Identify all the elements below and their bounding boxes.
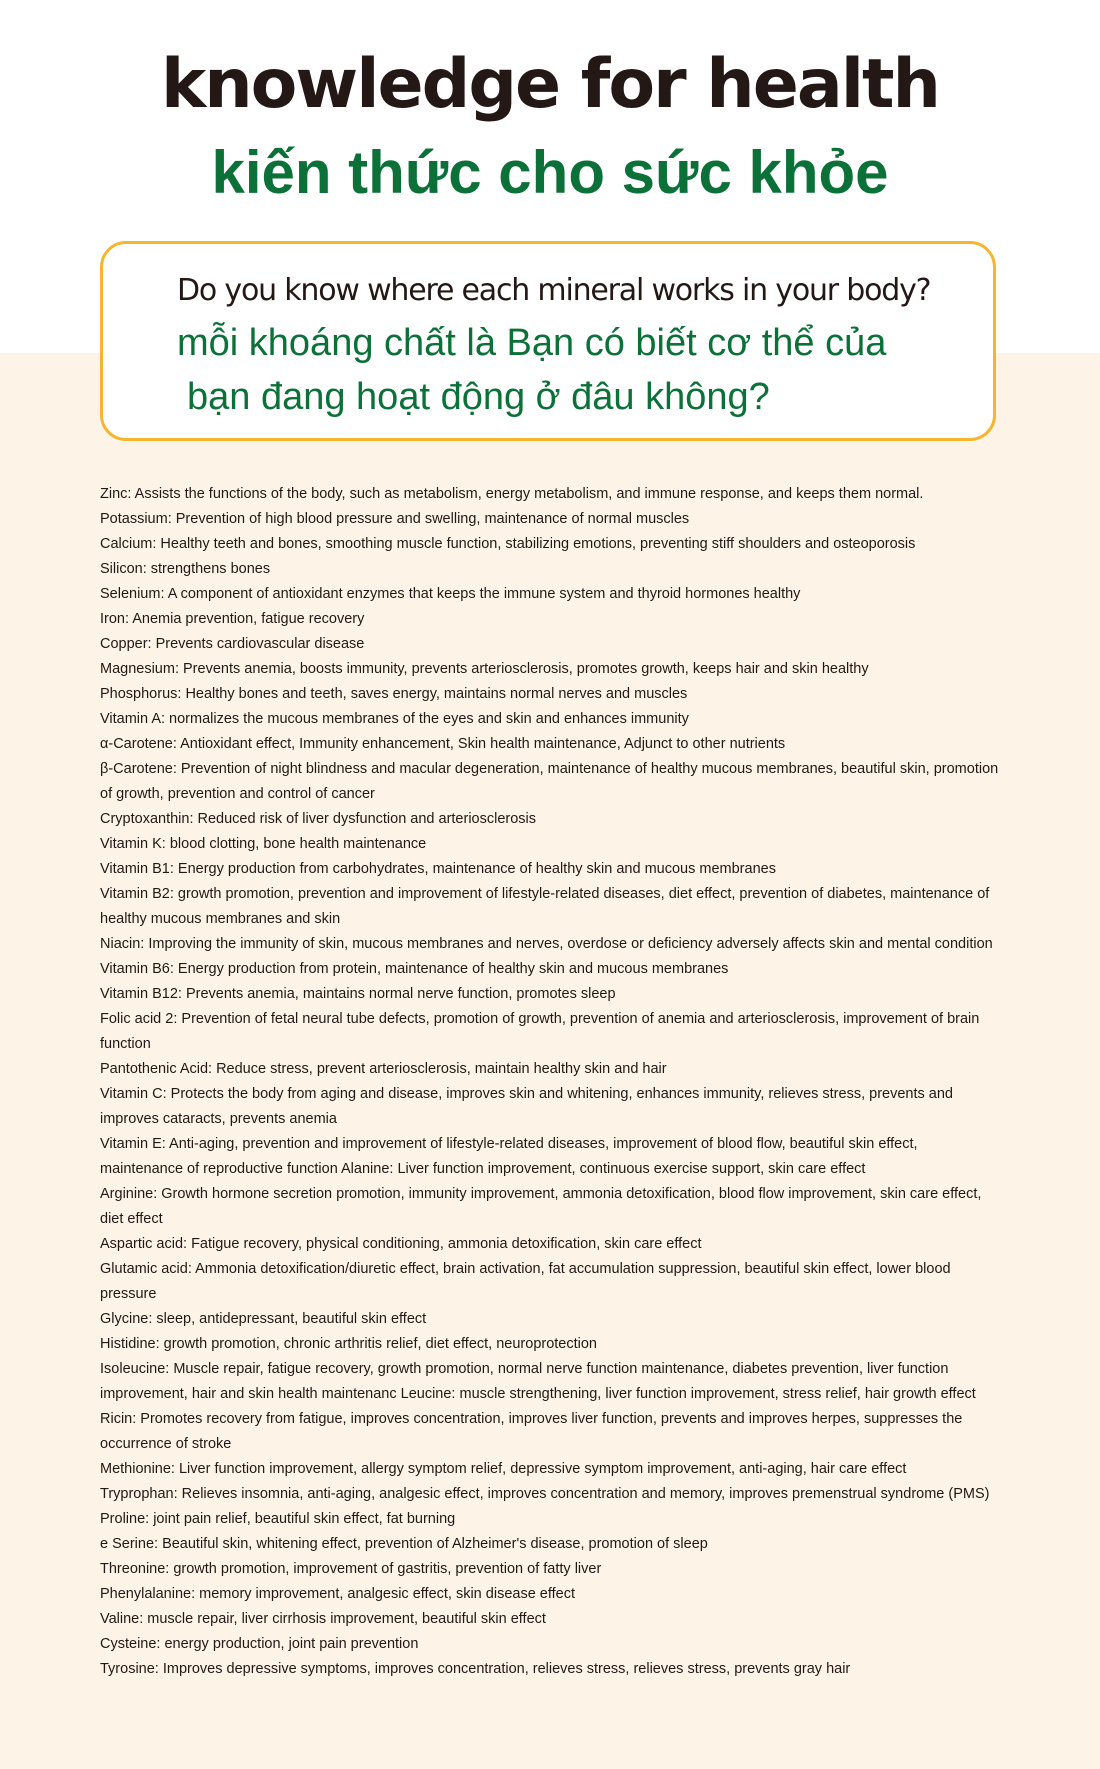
nutrient-item: Vitamin B2: growth promotion, prevention and improvement of lifestyle-related diseases, diet effect, prevention of diabetes, maintenance of healthy mucous membranes and skin <box>100 886 990 927</box>
question-vietnamese-line-1: mỗi khoáng chất là Bạn có biết cơ thể của <box>177 322 887 364</box>
nutrient-item: α-Carotene: Antioxidant effect, Immunity enhancement, Skin health maintenance, Adjunct to other nutrients <box>100 736 786 752</box>
nutrient-item: Phosphorus: Healthy bones and teeth, saves energy, maintains normal nerves and muscles <box>100 686 688 702</box>
nutrient-item: β-Carotene: Prevention of night blindness and macular degeneration, maintenance of healthy mucous membranes, beautiful skin, promotion of growth, prevention and control of cancer <box>100 761 999 802</box>
nutrient-item: Phenylalanine: memory improvement, analgesic effect, skin disease effect <box>100 1586 575 1602</box>
nutrient-item: Tryprophan: Relieves insomnia, anti-aging, analgesic effect, improves concentration and memory, improves premenstrual syndrome (PMS) <box>100 1486 990 1502</box>
nutrient-item: Niacin: Improving the immunity of skin, mucous membranes and nerves, overdose or deficiency adversely affects skin and mental condition <box>100 936 993 952</box>
nutrient-item: Vitamin B6: Energy production from protein, maintenance of healthy skin and mucous membranes <box>100 961 729 977</box>
nutrient-item: Vitamin B1: Energy production from carbohydrates, maintenance of healthy skin and mucous membranes <box>100 861 776 877</box>
nutrient-item: Histidine: growth promotion, chronic arthritis relief, diet effect, neuroprotection <box>100 1336 598 1352</box>
nutrient-item: Iron: Anemia prevention, fatigue recovery <box>100 611 365 627</box>
question-vietnamese-line-2: bạn đang hoạt động ở đâu không? <box>187 376 770 418</box>
nutrient-item: Threonine: growth promotion, improvement of gastritis, prevention of fatty liver <box>100 1561 602 1577</box>
nutrient-item: Methionine: Liver function improvement, allergy symptom relief, depressive symptom improvement, anti-aging, hair care effect <box>100 1461 907 1477</box>
nutrient-item: Cryptoxanthin: Reduced risk of liver dysfunction and arteriosclerosis <box>100 811 537 827</box>
nutrient-item: Vitamin E: Anti-aging, prevention and improvement of lifestyle-related diseases, improvement of blood flow, beautiful skin effect, maintenance of reproductive function Alanine: Liver function improvement, continuous exercise support, skin care effect <box>100 1136 918 1177</box>
nutrient-item: Vitamin A: normalizes the mucous membranes of the eyes and skin and enhances immunity <box>100 711 689 727</box>
nutrient-item: Vitamin B12: Prevents anemia, maintains normal nerve function, promotes sleep <box>100 986 616 1002</box>
question-english: Do you know where each mineral works in your body? <box>177 273 931 308</box>
nutrient-item: e Serine: Beautiful skin, whitening effect, prevention of Alzheimer's disease, promotion of sleep <box>100 1536 708 1552</box>
nutrient-item: Folic acid 2: Prevention of fetal neural tube defects, promotion of growth, prevention of anemia and arteriosclerosis, improvement of brain function <box>100 1011 980 1052</box>
nutrient-item: Tyrosine: Improves depressive symptoms, improves concentration, relieves stress, relieves stress, prevents gray hair <box>100 1661 851 1677</box>
page-title: knowledge for health <box>161 45 939 124</box>
question-box <box>100 241 996 441</box>
nutrient-item: Isoleucine: Muscle repair, fatigue recovery, growth promotion, normal nerve function maintenance, diabetes prevention, liver function improvement, hair and skin health maintenanc Leucine: muscle strengthening, liver function improvement, stress relief, hair growth effect <box>100 1361 976 1402</box>
nutrient-item: Selenium: A component of antioxidant enzymes that keeps the immune system and thyroid hormones healthy <box>100 586 801 602</box>
nutrient-item: Copper: Prevents cardiovascular disease <box>100 636 365 652</box>
nutrient-list <box>100 482 1000 1682</box>
nutrient-item: Pantothenic Acid: Reduce stress, prevent arteriosclerosis, maintain healthy skin and hair <box>100 1061 667 1077</box>
page-title-vietnamese: kiến thức cho sức khỏe <box>211 139 889 206</box>
nutrient-item: Magnesium: Prevents anemia, boosts immunity, prevents arteriosclerosis, promotes growth, keeps hair and skin healthy <box>100 661 869 677</box>
nutrient-item: Arginine: Growth hormone secretion promotion, immunity improvement, ammonia detoxification, blood flow improvement, skin care effect, diet effect <box>100 1186 982 1227</box>
nutrient-item: Vitamin C: Protects the body from aging and disease, improves skin and whitening, enhances immunity, relieves stress, prevents and improves cataracts, prevents anemia <box>100 1086 953 1127</box>
nutrient-item: Aspartic acid: Fatigue recovery, physical conditioning, ammonia detoxification, skin care effect <box>100 1236 702 1252</box>
nutrient-item: Glutamic acid: Ammonia detoxification/diuretic effect, brain activation, fat accumulation suppression, beautiful skin effect, lower blood pressure <box>100 1261 951 1302</box>
nutrient-item: Silicon: strengthens bones <box>100 561 271 577</box>
nutrient-item: Calcium: Healthy teeth and bones, smoothing muscle function, stabilizing emotions, preventing stiff shoulders and osteoporosis <box>100 536 916 552</box>
nutrient-item: Cysteine: energy production, joint pain prevention <box>100 1636 419 1652</box>
nutrient-item: Ricin: Promotes recovery from fatigue, improves concentration, improves liver function, prevents and improves herpes, suppresses the occurrence of stroke <box>100 1411 963 1452</box>
nutrient-item: Zinc: Assists the functions of the body, such as metabolism, energy metabolism, and immune response, and keeps them normal. <box>100 486 924 502</box>
nutrient-item: Glycine: sleep, antidepressant, beautiful skin effect <box>100 1311 427 1327</box>
nutrient-item: Proline: joint pain relief, beautiful skin effect, fat burning <box>100 1511 456 1527</box>
nutrient-item: Vitamin K: blood clotting, bone health maintenance <box>100 836 427 852</box>
nutrient-item: Potassium: Prevention of high blood pressure and swelling, maintenance of normal muscles <box>100 511 690 527</box>
nutrient-item: Valine: muscle repair, liver cirrhosis improvement, beautiful skin effect <box>100 1611 546 1627</box>
